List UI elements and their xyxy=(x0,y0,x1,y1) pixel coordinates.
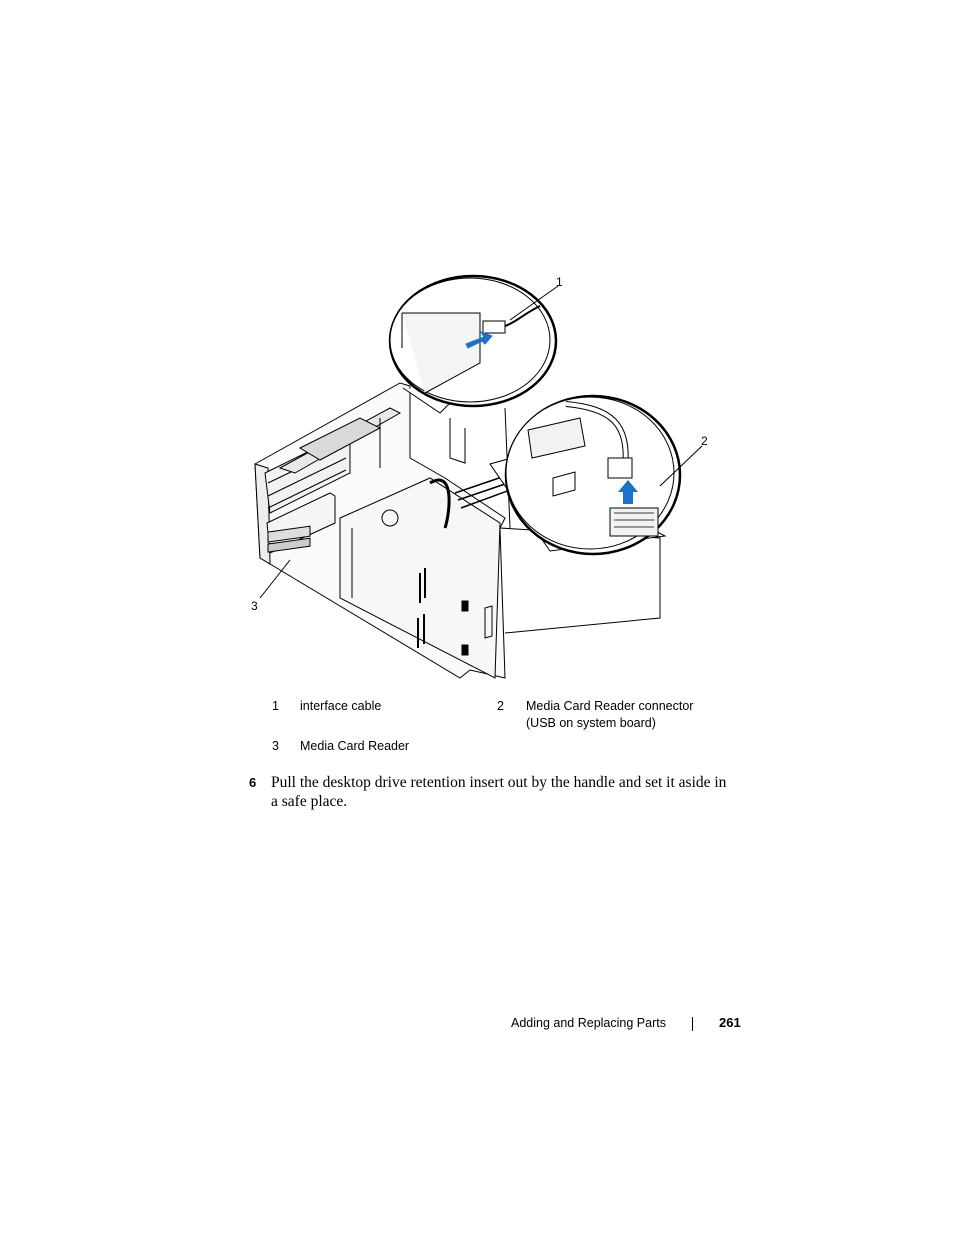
magnified-view-usb-connector xyxy=(490,396,702,554)
magnified-view-interface-cable xyxy=(390,276,558,413)
computer-chassis-illustration xyxy=(240,268,720,688)
legend-label-interface-cable: interface cable xyxy=(300,699,382,713)
footer-section-title: Adding and Replacing Parts xyxy=(511,1016,666,1030)
chassis-drawing xyxy=(240,268,720,688)
callout-1: 1 xyxy=(556,275,563,289)
step-number: 6 xyxy=(249,775,257,790)
legend-label-connector-line2: (USB on system board) xyxy=(526,716,656,730)
step-text-line2: a safe place. xyxy=(271,793,348,810)
step-text xyxy=(271,773,741,811)
step-text-line1: Pull the desktop drive retention insert out by the handle and set it aside in xyxy=(271,774,727,791)
callout-2: 2 xyxy=(701,434,708,448)
legend-num-2: 2 xyxy=(497,699,504,713)
legend-num-3: 3 xyxy=(272,739,279,753)
footer-divider xyxy=(692,1017,693,1031)
callout-3: 3 xyxy=(251,599,258,613)
legend-label-media-card-reader: Media Card Reader xyxy=(300,739,410,753)
page-number: 261 xyxy=(719,1015,741,1030)
legend-num-1: 1 xyxy=(272,699,279,713)
legend-label-connector-line1: Media Card Reader connector xyxy=(526,699,694,713)
